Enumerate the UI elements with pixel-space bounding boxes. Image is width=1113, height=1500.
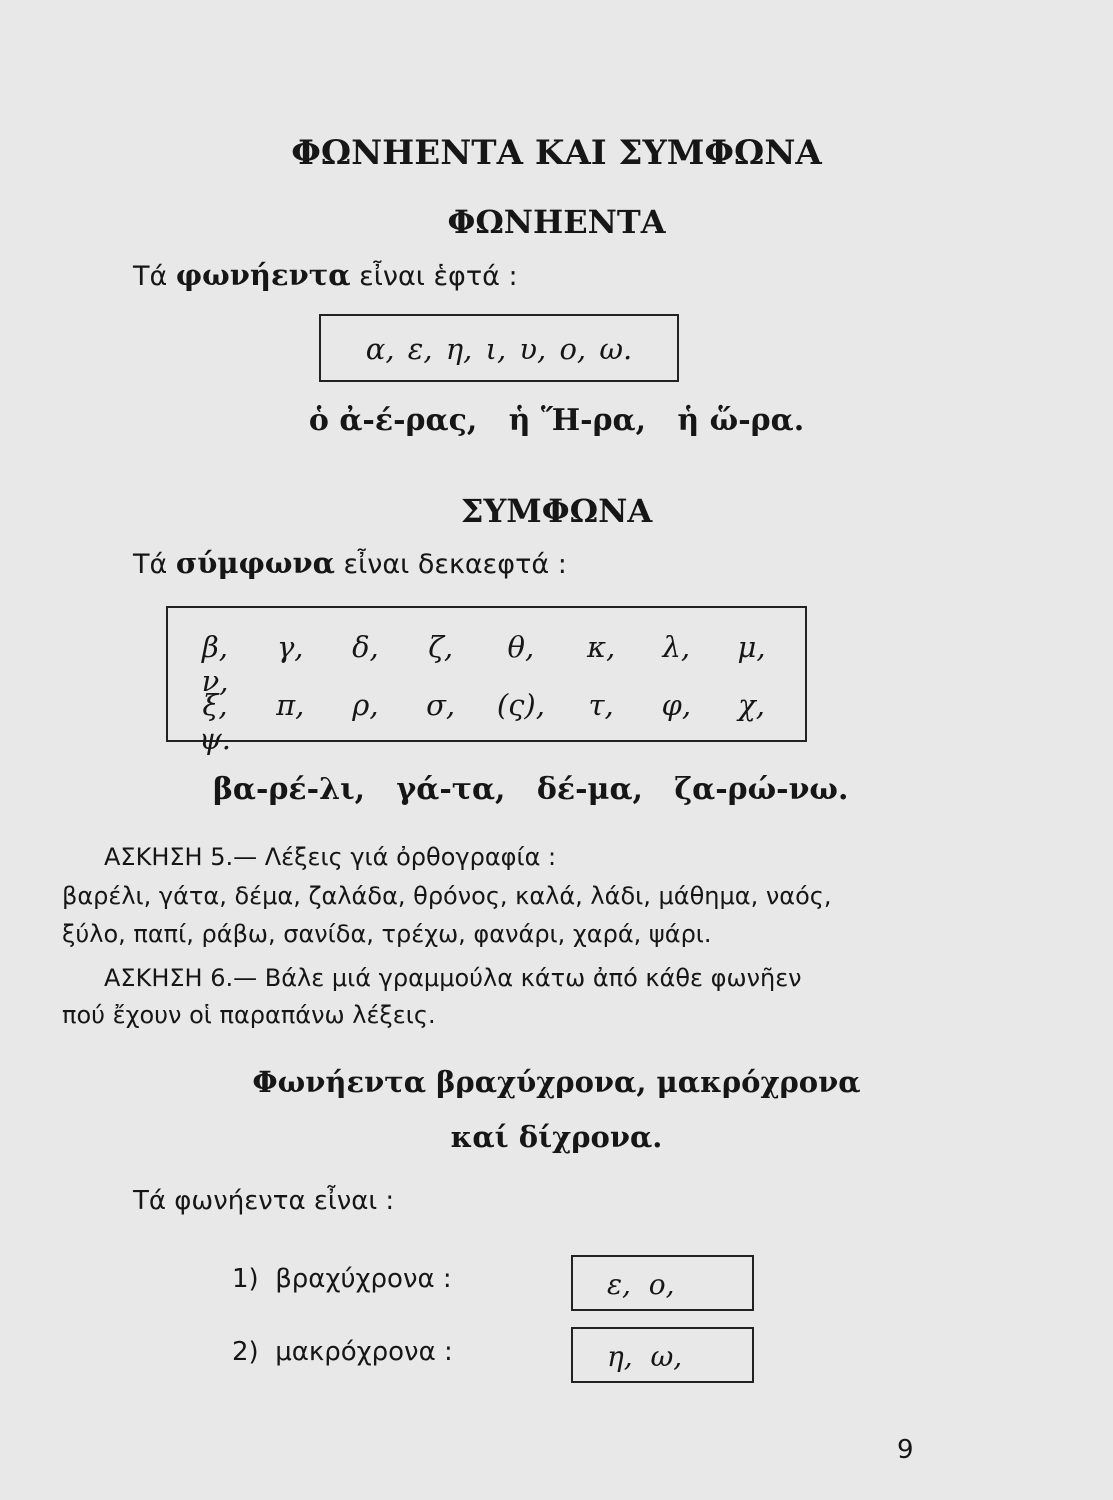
consonant-letter: ψ. <box>199 722 231 756</box>
consonant-letter: γ, <box>276 630 304 664</box>
long-vowels-label: 2) μακρόχρονα : <box>232 1337 453 1367</box>
vowels-heading: ΦΩΝΗΕΝΤΑ <box>447 203 666 241</box>
vowels-intro-suffix: εἶναι ἑφτά : <box>359 261 518 292</box>
consonant-letter: ζ, <box>428 630 454 664</box>
section-intro: Τά φωνήεντα εἶναι : <box>133 1186 395 1216</box>
consonants-examples: βα-ρέ-λι, γά-τα, δέ-μα, ζα-ρώ-νω. <box>213 772 849 807</box>
vowels-examples: ὁ ἀ-έ-ρας, ἡ Ἥ-ρα, ἡ ὥ-ρα. <box>308 403 805 438</box>
exercise6-line-1: ΑΣΚΗΣΗ 6.— Βάλε μιά γραμμούλα κάτω ἀπό κάθε φωνῆεν <box>104 964 802 992</box>
consonant-letter: θ, <box>507 630 535 664</box>
short-vowels-box <box>571 1255 754 1311</box>
consonants-intro <box>133 546 567 580</box>
short-vowels-letters: ε, ο, <box>607 1268 675 1301</box>
vowels-intro-prefix: Τά <box>133 261 168 292</box>
consonant-letter: φ, <box>661 688 692 722</box>
consonants-box <box>166 606 807 756</box>
consonants-intro-suffix: εἶναι δεκαεφτά : <box>343 549 567 580</box>
section-heading-line-2: καί δίχρονα. <box>450 1120 663 1154</box>
consonants-heading: ΣΥΜΦΩΝΑ <box>460 492 653 530</box>
consonant-letter: τ, <box>588 688 614 722</box>
exercise5-line-2: ξύλο, παπί, ράβω, σανίδα, τρέχω, φανάρι, χαρά, ψάρι. <box>62 920 712 948</box>
consonant-letter: π, <box>276 688 305 722</box>
exercise5-line-1: βαρέλι, γάτα, δέμα, ζαλάδα, θρόνος, καλά, λάδι, μάθημα, ναός, <box>62 882 832 910</box>
consonant-letter: δ, <box>352 630 379 664</box>
consonant-letter: ρ, <box>352 688 379 722</box>
exercise5-title: ΑΣΚΗΣΗ 5.— Λέξεις γιά ὀρθογραφία : <box>104 843 557 871</box>
vowels-intro-bold: φωνήεντα <box>175 258 351 292</box>
consonant-letter: (ς), <box>496 688 545 722</box>
consonant-letter: λ, <box>662 630 691 664</box>
section-heading-line-1: Φωνήεντα βραχύχρονα, μακρόχρονα <box>252 1065 861 1099</box>
long-vowels-box <box>571 1327 754 1383</box>
consonants-row-2 <box>182 688 805 756</box>
consonant-letter: β, <box>202 630 228 664</box>
page-title: ΦΩΝΗΕΝΤΑ ΚΑΙ ΣΥΜΦΩΝΑ <box>291 133 822 173</box>
consonant-letter: κ, <box>586 630 616 664</box>
consonants-intro-prefix: Τά <box>133 549 168 580</box>
vowels-intro <box>133 258 518 292</box>
consonant-letter: σ, <box>426 688 456 722</box>
vowels-box <box>319 314 679 382</box>
page-number: 9 <box>897 1435 914 1465</box>
consonant-letter: ξ, <box>202 688 228 722</box>
vowels-letters: α, ε, η, ι, υ, ο, ω. <box>365 332 633 366</box>
consonant-letter: χ, <box>738 688 765 722</box>
consonant-letter: μ, <box>737 630 766 664</box>
short-vowels-label: 1) βραχύχρονα : <box>232 1264 452 1294</box>
consonant-letter: ν, <box>201 664 229 698</box>
consonants-intro-bold: σύμφωνα <box>175 546 335 580</box>
exercise6-line-2: πού ἔχουν οἱ παραπάνω λέξεις. <box>62 1001 436 1029</box>
long-vowels-letters: η, ω, <box>607 1340 683 1373</box>
